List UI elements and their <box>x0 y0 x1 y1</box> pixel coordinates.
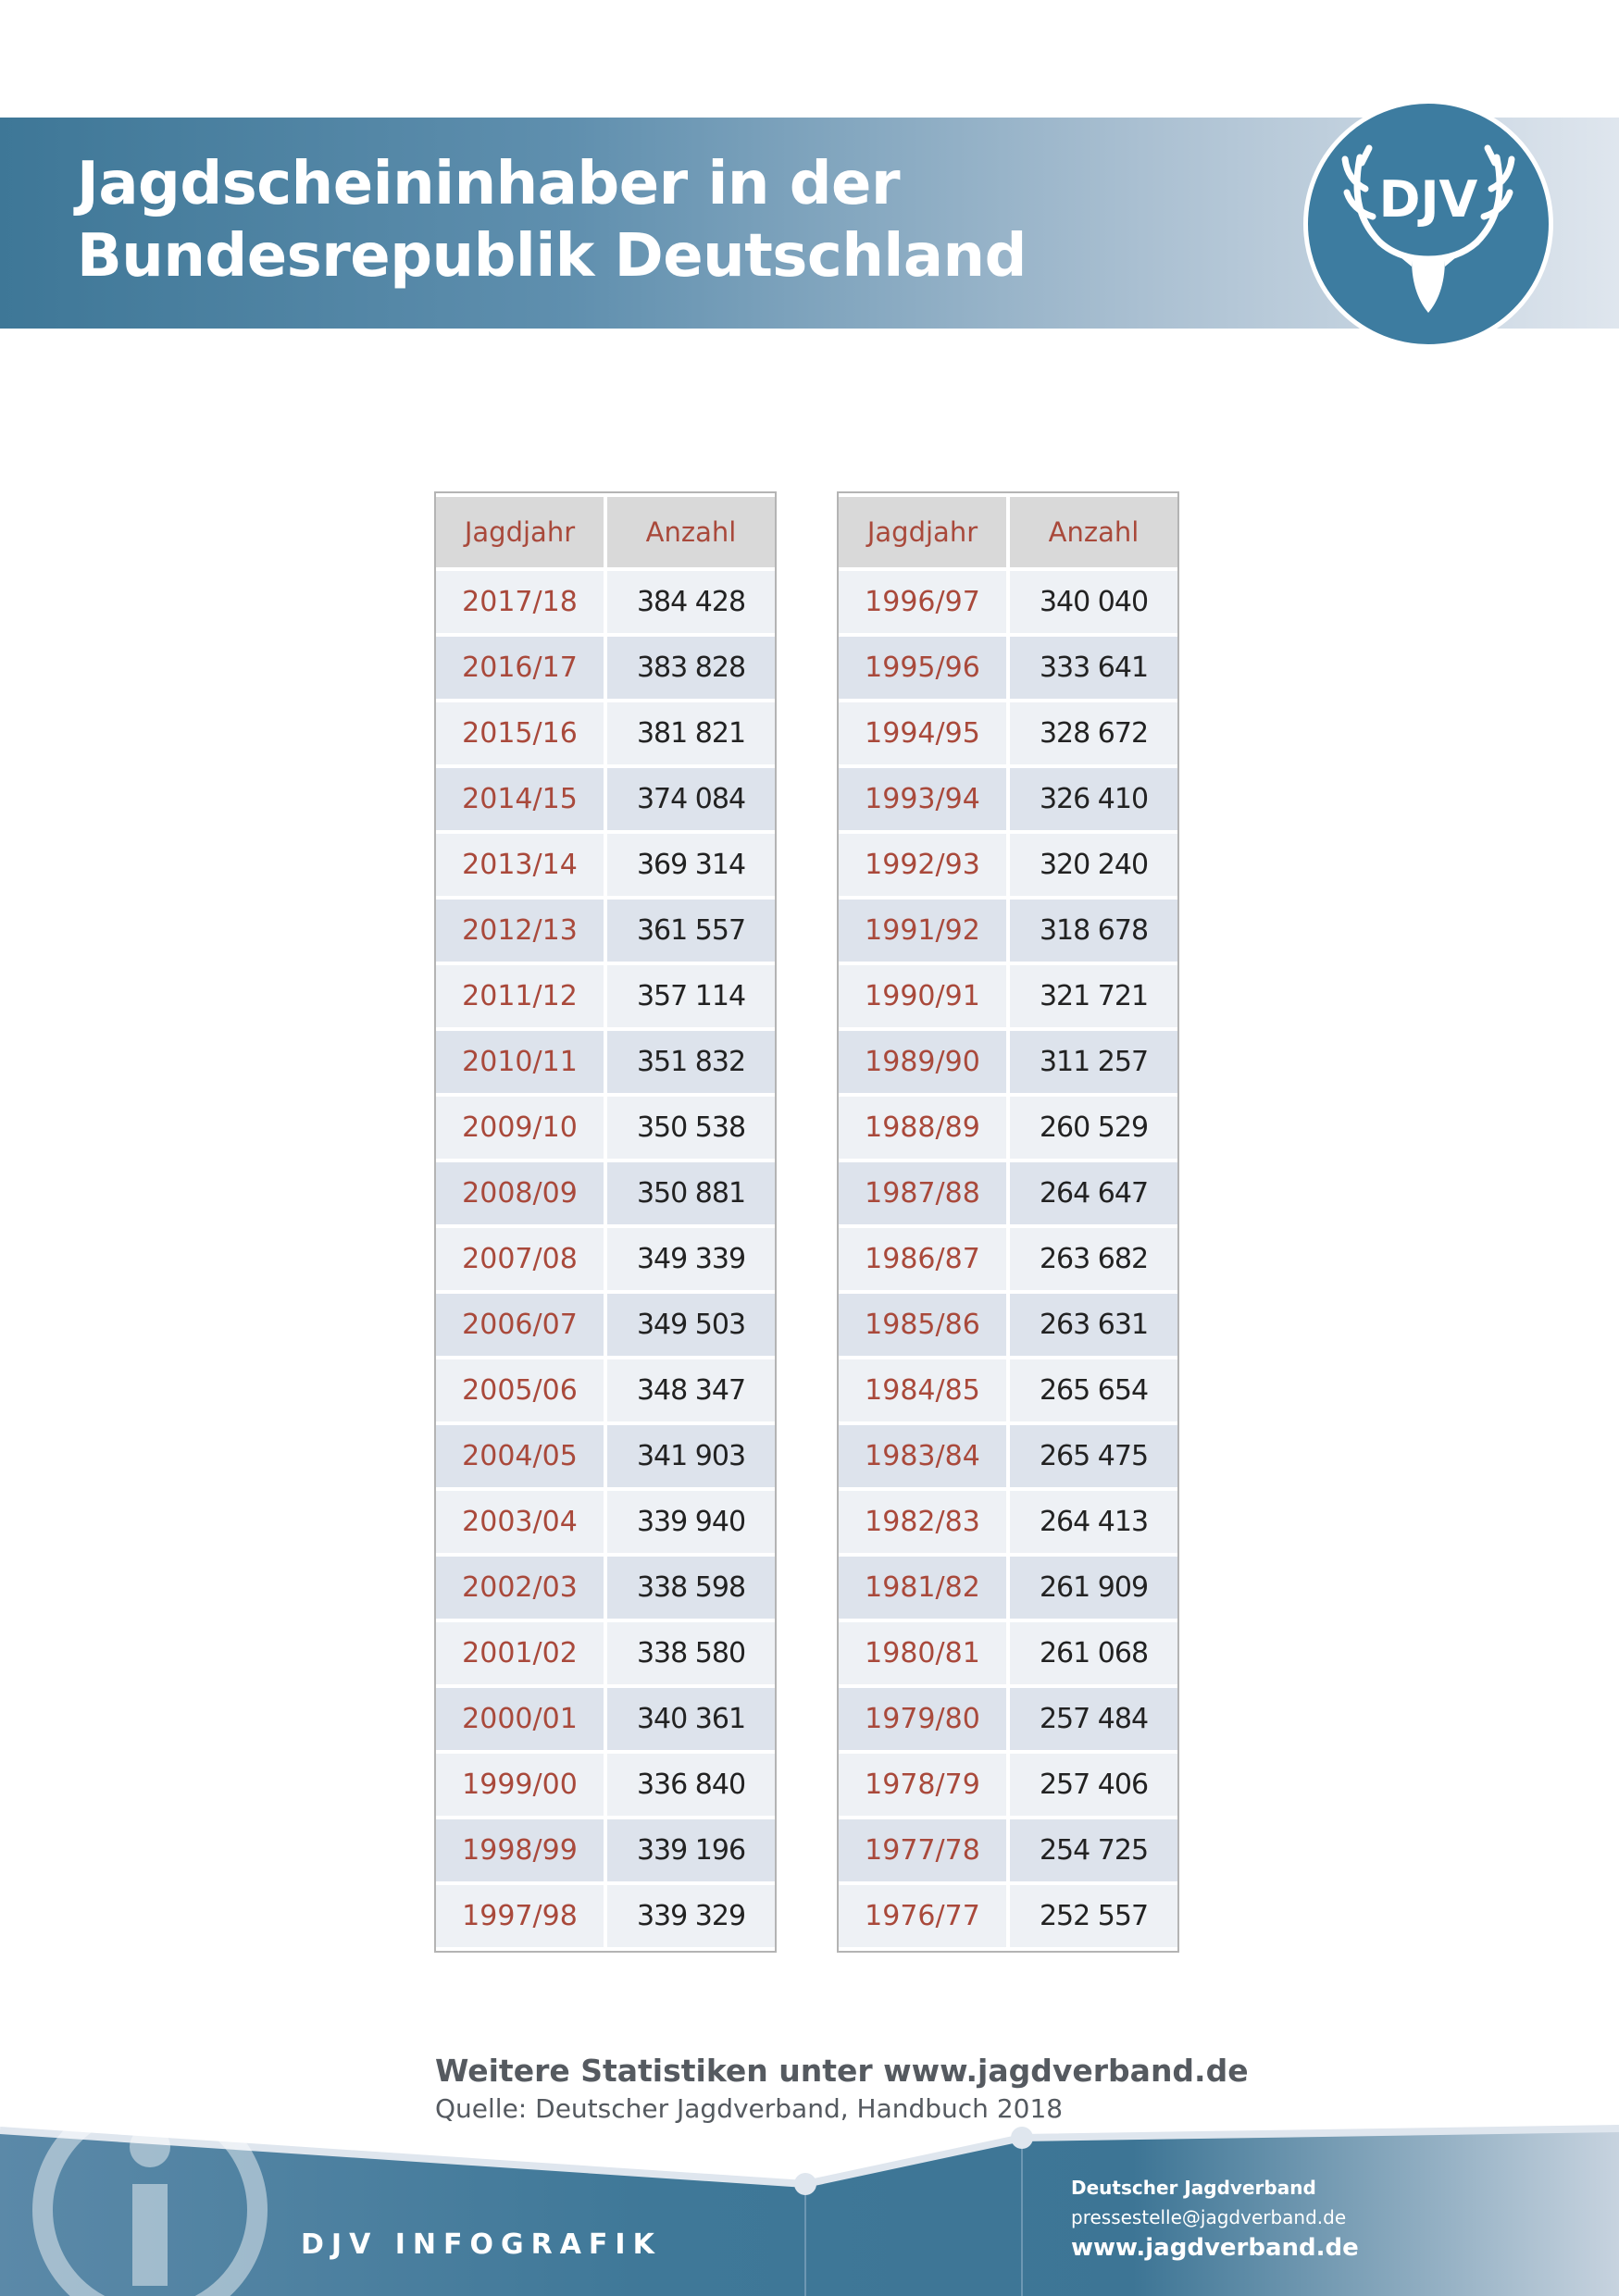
table-row <box>839 1359 1177 1421</box>
table-row <box>839 768 1177 830</box>
jagdjahr-cell: 2005/06 <box>436 1359 607 1421</box>
anzahl-cell: 336 840 <box>607 1754 775 1816</box>
anzahl-cell: 318 678 <box>1010 900 1177 962</box>
anzahl-cell: 264 647 <box>1010 1162 1177 1224</box>
column-header-jagdjahr: Jagdjahr <box>839 497 1010 567</box>
table-row <box>436 834 775 896</box>
table-row <box>436 1491 775 1553</box>
jagdjahr-cell: 1982/83 <box>839 1491 1010 1553</box>
anzahl-cell: 338 598 <box>607 1557 775 1619</box>
table-row <box>839 965 1177 1027</box>
anzahl-cell: 257 406 <box>1010 1754 1177 1816</box>
table-row <box>436 900 775 962</box>
table-row <box>839 1228 1177 1290</box>
jagdjahr-cell: 2009/10 <box>436 1097 607 1159</box>
table-row <box>839 1031 1177 1093</box>
table-row <box>436 1359 775 1421</box>
anzahl-cell: 340 040 <box>1010 571 1177 633</box>
jagdjahr-cell: 1984/85 <box>839 1359 1010 1421</box>
anzahl-cell: 264 413 <box>1010 1491 1177 1553</box>
table-row <box>839 1754 1177 1816</box>
contact-website[interactable]: www.jagdverband.de <box>1071 2234 1359 2262</box>
jagdjahr-cell: 1989/90 <box>839 1031 1010 1093</box>
table-row <box>839 900 1177 962</box>
anzahl-cell: 252 557 <box>1010 1885 1177 1947</box>
anzahl-cell: 348 347 <box>607 1359 775 1421</box>
table-row <box>839 1097 1177 1159</box>
table-row <box>839 1162 1177 1224</box>
jagdjahr-cell: 2010/11 <box>436 1031 607 1093</box>
jagdjahr-cell: 2006/07 <box>436 1294 607 1356</box>
jagdjahr-cell: 1987/88 <box>839 1162 1010 1224</box>
anzahl-cell: 339 196 <box>607 1819 775 1881</box>
anzahl-cell: 341 903 <box>607 1425 775 1487</box>
jagdjahr-cell: 1995/96 <box>839 637 1010 699</box>
logo-text: DJV <box>1378 170 1478 229</box>
anzahl-cell: 263 631 <box>1010 1294 1177 1356</box>
jagdjahr-cell: 1990/91 <box>839 965 1010 1027</box>
anzahl-cell: 260 529 <box>1010 1097 1177 1159</box>
anzahl-cell: 349 503 <box>607 1294 775 1356</box>
jagdjahr-cell: 2014/15 <box>436 768 607 830</box>
jagdjahr-cell: 2004/05 <box>436 1425 607 1487</box>
jagdjahr-cell: 2007/08 <box>436 1228 607 1290</box>
jagdjahr-cell: 2008/09 <box>436 1162 607 1224</box>
table-row <box>436 1688 775 1750</box>
jagdjahr-cell: 2000/01 <box>436 1688 607 1750</box>
contact-org: Deutscher Jagdverband <box>1071 2177 1316 2199</box>
anzahl-cell: 254 725 <box>1010 1819 1177 1881</box>
table-right <box>837 491 1179 1953</box>
table-row <box>839 1885 1177 1947</box>
anzahl-cell: 265 654 <box>1010 1359 1177 1421</box>
table-row <box>436 1031 775 1093</box>
page-title <box>77 148 1027 292</box>
table-row <box>436 1228 775 1290</box>
table-row <box>436 1162 775 1224</box>
jagdjahr-cell: 1980/81 <box>839 1622 1010 1684</box>
table-row <box>436 1754 775 1816</box>
jagdjahr-cell: 2016/17 <box>436 637 607 699</box>
anzahl-cell: 311 257 <box>1010 1031 1177 1093</box>
anzahl-cell: 339 329 <box>607 1885 775 1947</box>
table-left <box>434 491 777 1953</box>
table-row <box>839 702 1177 764</box>
jagdjahr-cell: 1976/77 <box>839 1885 1010 1947</box>
jagdjahr-cell: 1986/87 <box>839 1228 1010 1290</box>
column-header-jagdjahr: Jagdjahr <box>436 497 607 567</box>
column-header-anzahl: Anzahl <box>1010 497 1177 567</box>
anzahl-cell: 384 428 <box>607 571 775 633</box>
table-row <box>436 1294 775 1356</box>
jagdjahr-cell: 1999/00 <box>436 1754 607 1816</box>
table-row <box>436 1097 775 1159</box>
footer-source: Quelle: Deutscher Jagdverband, Handbuch 2018 <box>435 2093 1064 2124</box>
anzahl-cell: 369 314 <box>607 834 775 896</box>
table-row <box>839 834 1177 896</box>
table-row <box>839 637 1177 699</box>
table-row <box>436 571 775 633</box>
anzahl-cell: 351 832 <box>607 1031 775 1093</box>
jagdjahr-cell: 2002/03 <box>436 1557 607 1619</box>
jagdjahr-cell: 1993/94 <box>839 768 1010 830</box>
jagdjahr-cell: 1983/84 <box>839 1425 1010 1487</box>
table-row <box>839 1622 1177 1684</box>
jagdjahr-cell: 2011/12 <box>436 965 607 1027</box>
anzahl-cell: 361 557 <box>607 900 775 962</box>
table-row <box>436 637 775 699</box>
jagdjahr-cell: 1998/99 <box>436 1819 607 1881</box>
table-row <box>436 1622 775 1684</box>
contact-block <box>1071 2177 1359 2262</box>
anzahl-cell: 261 909 <box>1010 1557 1177 1619</box>
anzahl-cell: 333 641 <box>1010 637 1177 699</box>
anzahl-cell: 265 475 <box>1010 1425 1177 1487</box>
footer-link-text: Weitere Statistiken unter www.jagdverband.de <box>435 2053 1249 2089</box>
jagdjahr-cell: 1979/80 <box>839 1688 1010 1750</box>
jagdjahr-cell: 1991/92 <box>839 900 1010 962</box>
anzahl-cell: 340 361 <box>607 1688 775 1750</box>
table-row <box>436 965 775 1027</box>
jagdjahr-cell: 1996/97 <box>839 571 1010 633</box>
jagdjahr-cell: 1988/89 <box>839 1097 1010 1159</box>
jagdjahr-cell: 2013/14 <box>436 834 607 896</box>
anzahl-cell: 321 721 <box>1010 965 1177 1027</box>
table-row <box>839 1819 1177 1881</box>
anzahl-cell: 374 084 <box>607 768 775 830</box>
jagdjahr-cell: 1985/86 <box>839 1294 1010 1356</box>
anzahl-cell: 339 940 <box>607 1491 775 1553</box>
anzahl-cell: 257 484 <box>1010 1688 1177 1750</box>
anzahl-cell: 263 682 <box>1010 1228 1177 1290</box>
title-line-1: Jagdscheininhaber in der <box>77 150 900 218</box>
anzahl-cell: 350 538 <box>607 1097 775 1159</box>
anzahl-cell: 261 068 <box>1010 1622 1177 1684</box>
anzahl-cell: 349 339 <box>607 1228 775 1290</box>
table-row <box>839 1688 1177 1750</box>
column-header-anzahl: Anzahl <box>607 497 775 567</box>
anzahl-cell: 381 821 <box>607 702 775 764</box>
anzahl-cell: 338 580 <box>607 1622 775 1684</box>
anzahl-cell: 326 410 <box>1010 768 1177 830</box>
anzahl-cell: 350 881 <box>607 1162 775 1224</box>
jagdjahr-cell: 2015/16 <box>436 702 607 764</box>
anzahl-cell: 383 828 <box>607 637 775 699</box>
jagdjahr-cell: 1994/95 <box>839 702 1010 764</box>
contact-email[interactable]: pressestelle@jagdverband.de <box>1071 2206 1347 2228</box>
table-row <box>839 571 1177 633</box>
anzahl-cell: 320 240 <box>1010 834 1177 896</box>
table-row <box>436 1819 775 1881</box>
anzahl-cell: 328 672 <box>1010 702 1177 764</box>
jagdjahr-cell: 1977/78 <box>839 1819 1010 1881</box>
footer-band <box>0 2110 1619 2296</box>
jagdjahr-cell: 1992/93 <box>839 834 1010 896</box>
jagdjahr-cell: 2001/02 <box>436 1622 607 1684</box>
table-row <box>839 1425 1177 1487</box>
infografik-label: DJV INFOGRAFIK <box>301 2228 662 2261</box>
table-row <box>436 1885 775 1947</box>
jagdjahr-cell: 2003/04 <box>436 1491 607 1553</box>
jagdjahr-cell: 2012/13 <box>436 900 607 962</box>
jagdjahr-cell: 1997/98 <box>436 1885 607 1947</box>
jagdjahr-cell: 1978/79 <box>839 1754 1010 1816</box>
table-row <box>436 768 775 830</box>
table-row <box>839 1491 1177 1553</box>
table-row <box>436 1557 775 1619</box>
table-row <box>839 1294 1177 1356</box>
title-line-2: Bundesrepublik Deutschland <box>77 222 1027 291</box>
anzahl-cell: 357 114 <box>607 965 775 1027</box>
table-row <box>436 1425 775 1487</box>
djv-logo <box>1303 99 1553 349</box>
jagdjahr-cell: 2017/18 <box>436 571 607 633</box>
jagdjahr-cell: 1981/82 <box>839 1557 1010 1619</box>
table-row <box>436 702 775 764</box>
table-row <box>839 1557 1177 1619</box>
